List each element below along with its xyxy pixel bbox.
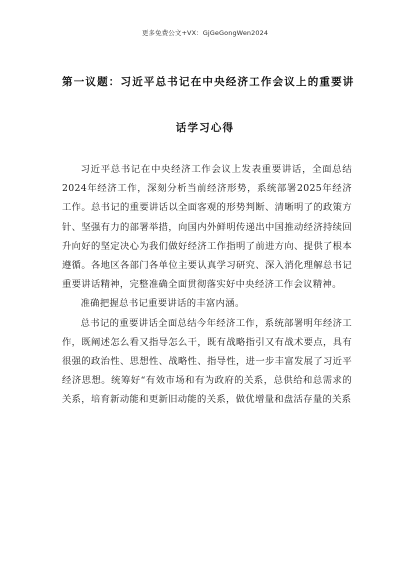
document-body — [62, 160, 352, 410]
document-title-line-1: 第一议题：习近平总书记在中央经济工作会议上的重要讲 — [62, 76, 355, 88]
paragraph-intro: 习近平总书记在中央经济工作会议上发表重要讲话，全面总结2024年经济工作，深刻分析当前经济形势，系统部署2025年经济工作。总书记的重要讲话以全面客观的形势判断、清晰明了的政策方针、坚强有力的部署举措，向国内外鲜明传递出中国推动经济持续回升向好的坚定决心为我们做好经济工作指明了前进方向、提供了根本遵循。各地区各部门各单位主要认真学习研究、深入消化理解总书记重要讲话精神，完整准确全面贯彻落实好中央经济工作会议精神。 — [62, 164, 352, 291]
header-note: 更多免费公文+VX：GjGeGongWen2024 — [141, 29, 269, 37]
document-title-line-2: 话学习心得 — [175, 122, 235, 134]
paragraph-heading: 准确把握总书记重要讲话的丰富内涵。 — [80, 298, 245, 310]
paragraph-content: 总书记的重要讲话全面总结今年经济工作，系统部署明年经济工作，既阐述怎么看又指导怎么干，既有战略指引又有战术要点，具有很强的政治性、思想性、战略性、指导性，进一步丰富发展了习近平经济思想。统筹好“有效市场和有为政府的关系，总供给和总需求的关系，培育新动能和更新旧动能的关系，做优增量和盘活存量的关系 — [62, 317, 352, 406]
